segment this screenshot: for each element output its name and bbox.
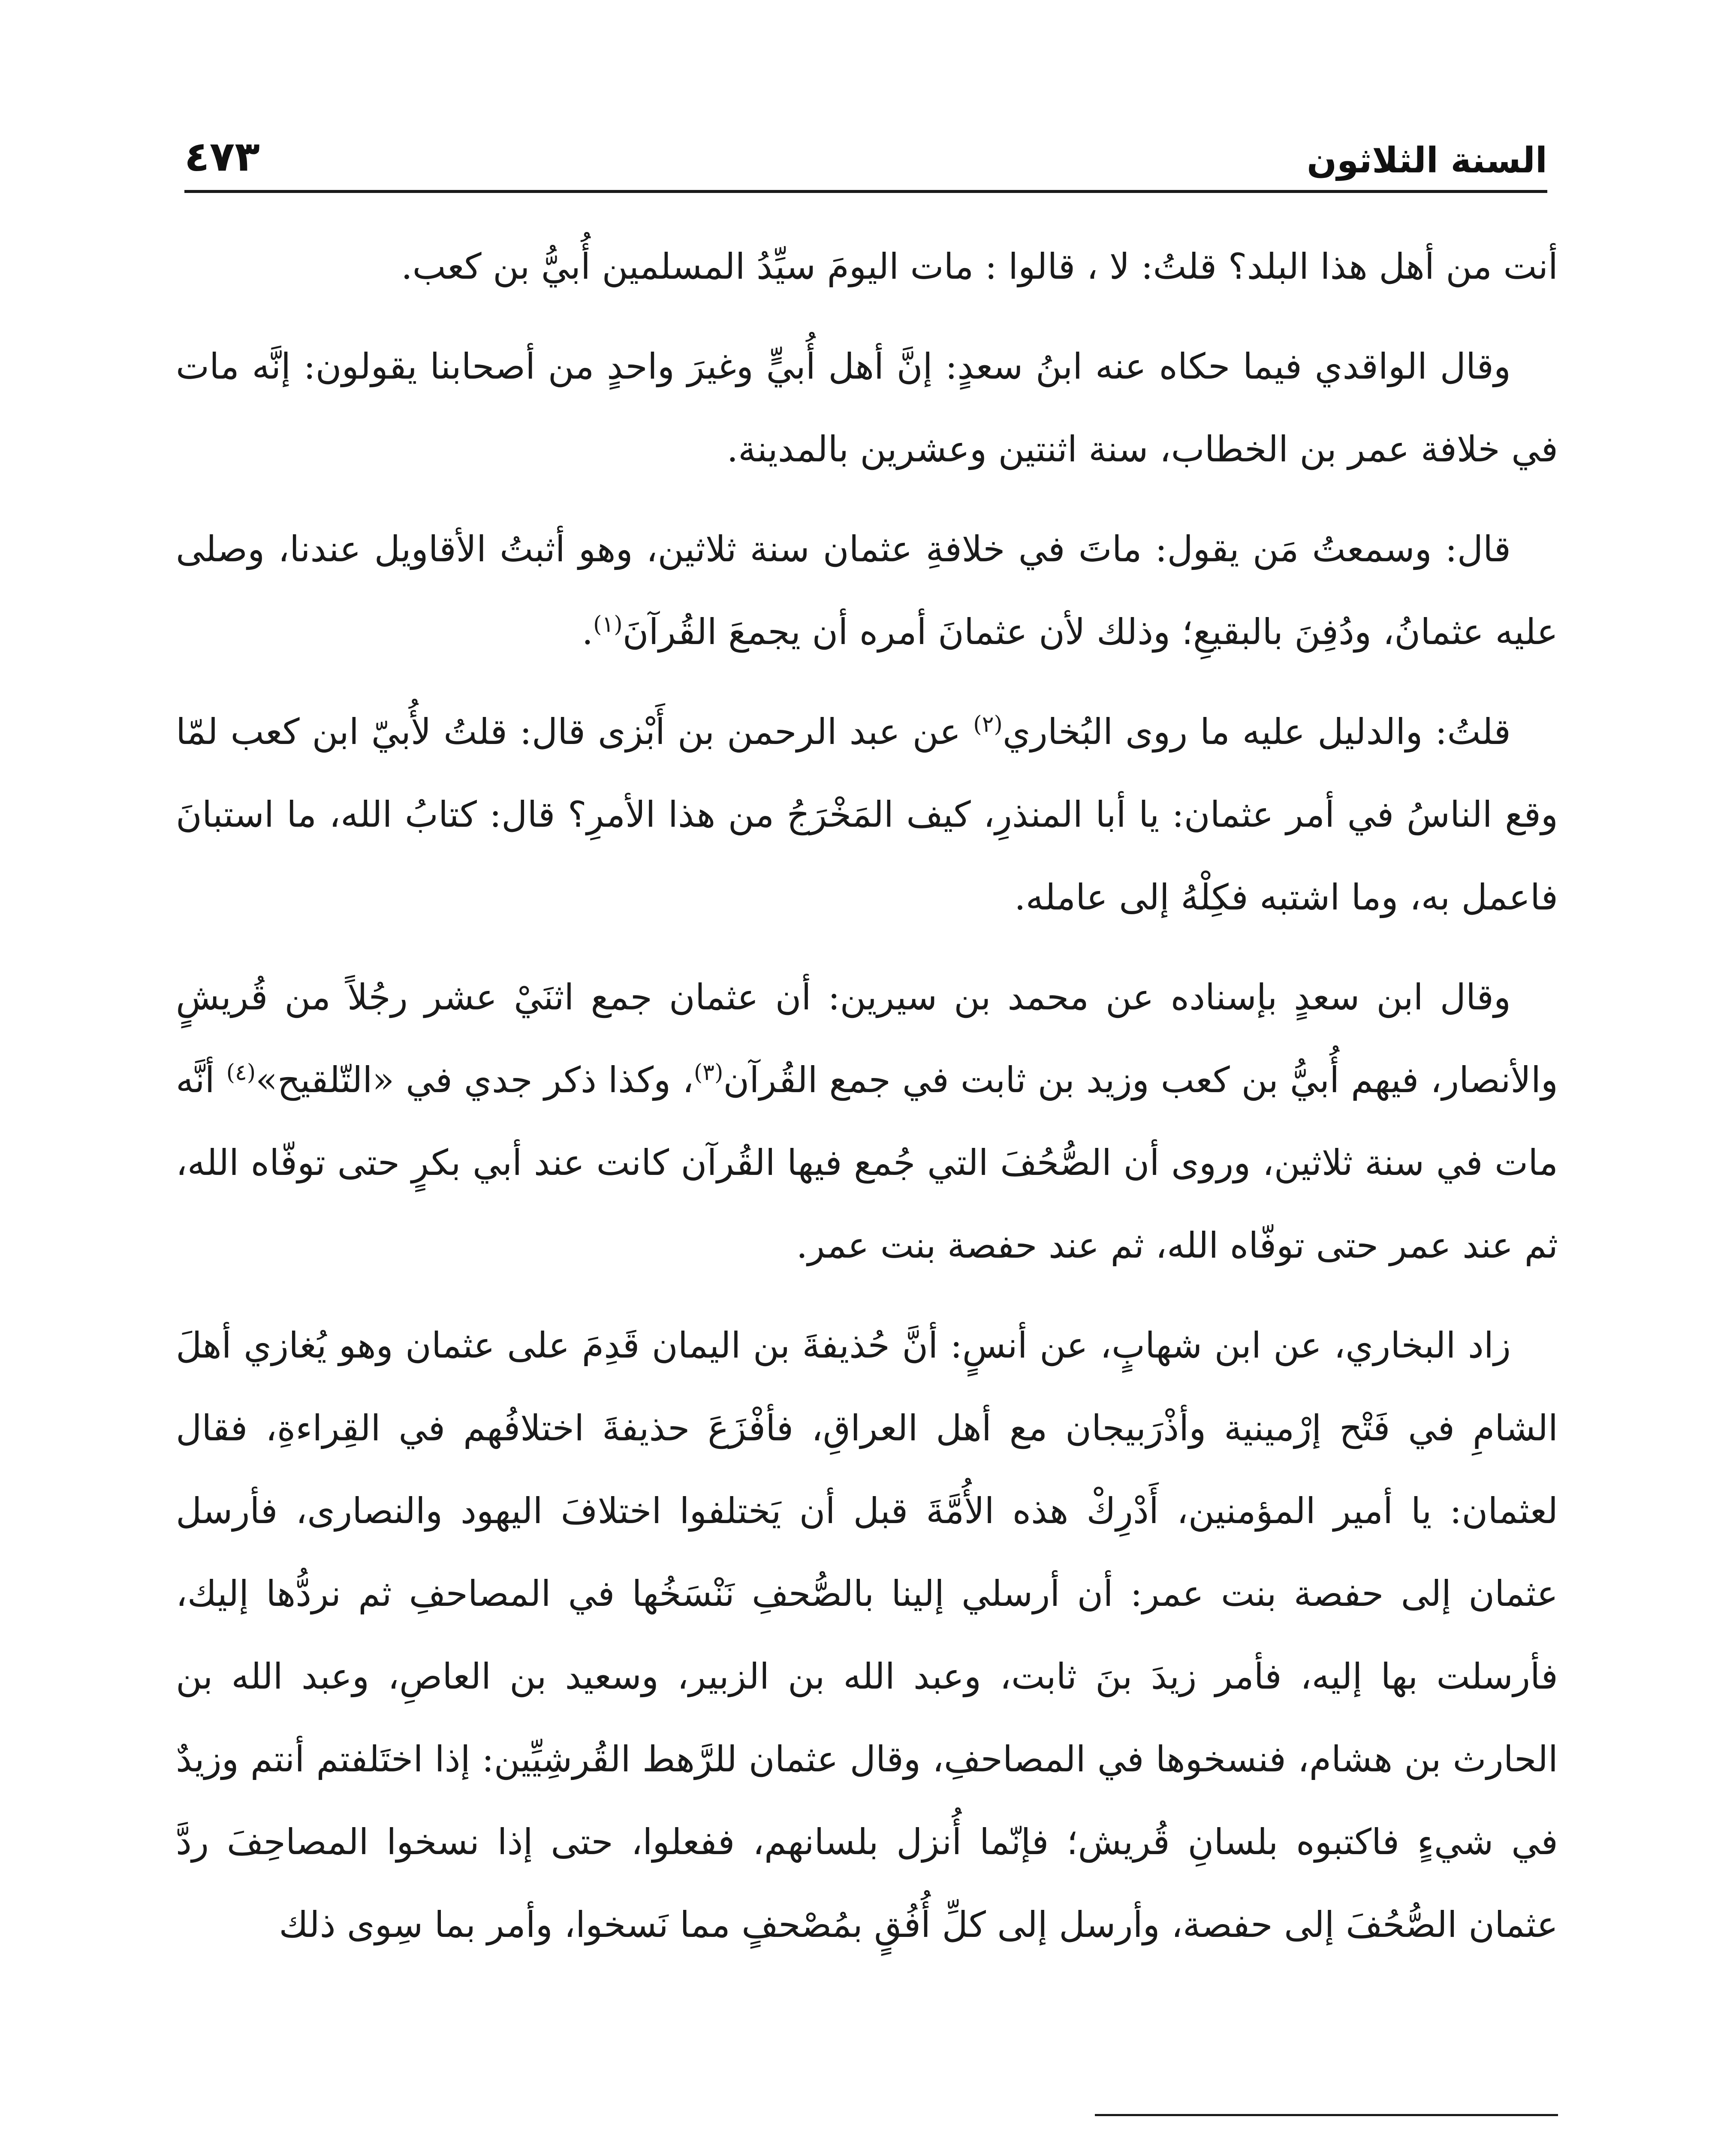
footnote-1 <box>176 2135 1558 2144</box>
header-rule <box>184 190 1547 193</box>
paragraph-text-end: . <box>582 611 594 653</box>
paragraph-5 <box>176 956 1558 1287</box>
paragraph-text-end: عن عبد الرحمن بن أَبْزى قال: قلتُ لأُبيّ ابن كعب لمّا وقع الناسُ في أمر عثمان: يا أبا المنذرِ، كيف المَخْرَجُ من هذا الأمرِ؟ قال: كتابُ الله، ما استبانَ فاعمل به، وما اشتبه فكِلْهُ إلى عامله. <box>176 711 1558 918</box>
paragraph-2 <box>176 325 1558 491</box>
main-text <box>176 225 1558 1983</box>
footnotes <box>176 2135 1558 2144</box>
footnote-marker-2: (٢) <box>973 711 1003 738</box>
paragraph-text: زاد البخاري، عن ابن شهابٍ، عن أنسٍ: أنَّ حُذيفةَ بن اليمان قَدِمَ على عثمان وهو يُغازي أهلَ الشامِ في فَتْح إرْمينية وأذْرَبيجان مع أهل العراقِ، فأفْزَعَ حذيفةَ اختلافُهم في القِراءةِ، فقال لعثمان: يا أمير المؤمنين، أَدْرِكْ هذه الأُمَّةَ قبل أن يَختلفوا اختلافَ اليهود والنصارى، فأرسل عثمان إلى حفصة بنت عمر: أن أرسلي إلينا بالصُّحفِ نَنْسَخُها في المصاحفِ ثم نردُّها إليك، فأرسلت بها إليه، فأمر زيدَ بنَ ثابت، وعبد الله بن الزبير، وسعيد بن العاصِ، وعبد الله بن الحارث بن هشام، فنسخوها في المصاحفِ، وقال عثمان للرَّهط القُرشِيِّين: إذا اختَلفتم أنتم وزيدٌ في شيءٍ فاكتبوه بلسانِ قُريش؛ فإنّما أُنزل بلسانهم، ففعلوا، حتى إذا نسخوا المصاحِفَ ردَّ عثمان الصُّحُفَ إلى حفصة، وأرسل إلى كلِّ أُفُقٍ بمُصْحفٍ مما نَسخوا، وأمر بما سِوى ذلك <box>176 1325 1558 1945</box>
paragraph-text-end: أنَّه مات في سنة ثلاثين، وروى أن الصُّحُفَ التي جُمع فيها القُرآن كانت عند أبي بكرٍ حتى توفّاه الله، ثم عند عمر حتى توفّاه الله، ثم عند حفصة بنت عمر. <box>176 1059 1558 1266</box>
running-header <box>184 129 1547 193</box>
paragraph-1 <box>176 225 1558 308</box>
paragraph-text: وقال ابن سعدٍ بإسناده عن محمد بن سيرين: أن عثمان جمع اثنَيْ عشر رجُلاً من قُريشٍ والأنصار، فيهم أُبيُّ بن كعب وزيد بن ثابت في جمع القُرآن <box>176 976 1558 1101</box>
chapter-title: السنة الثلاثون <box>1307 140 1547 181</box>
paragraph-text: قال: وسمعتُ مَن يقول: ماتَ في خلافةِ عثمان سنة ثلاثين، وهو أثبتُ الأقاويل عندنا، وصلى عليه عثمانُ، ودُفِنَ بالبقيعِ؛ وذلك لأن عثمانَ أمره أن يجمعَ القُرآنَ <box>176 528 1558 653</box>
page-number: ٤٧٣ <box>184 132 260 181</box>
footnote-marker-3: (٣) <box>693 1060 723 1086</box>
paragraph-4 <box>176 690 1558 939</box>
paragraph-3 <box>176 508 1558 673</box>
paragraph-text: أنت من أهل هذا البلد؟ قلتُ: لا ، قالوا : مات اليومَ سيِّدُ المسلمين أُبيُّ بن كعب. <box>401 246 1558 287</box>
footnote-marker-1: (١) <box>593 611 623 638</box>
paragraph-text: قلتُ: والدليل عليه ما روى البُخاري <box>1002 711 1511 753</box>
paragraph-text-mid: ، وكذا ذكر جدي في «التّلقيح» <box>256 1059 694 1101</box>
paragraph-text: وقال الواقدي فيما حكاه عنه ابنُ سعدٍ: إنَّ أهل أُبيٍّ وغيرَ واحدٍ من أصحابنا يقولون: إنَّه مات في خلافة عمر بن الخطاب، سنة اثنتين وعشرين بالمدينة. <box>176 346 1558 470</box>
footnote-marker-4: (٤) <box>226 1060 256 1086</box>
paragraph-6 <box>176 1304 1558 1966</box>
footnote-separator <box>1095 2114 1558 2116</box>
